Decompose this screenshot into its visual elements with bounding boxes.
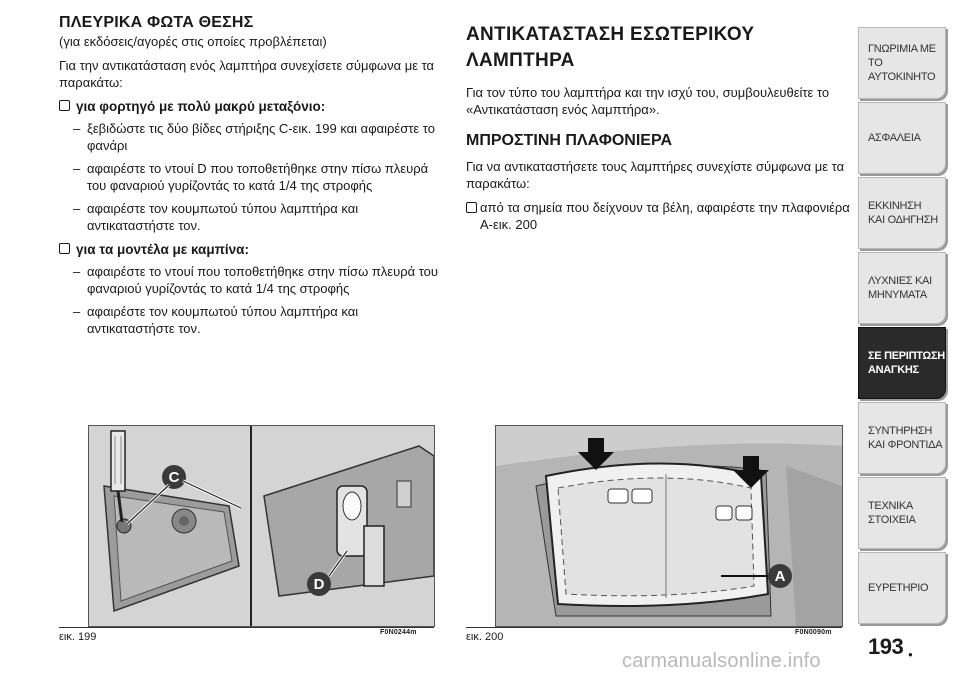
intro-text: Για την αντικατάσταση ενός λαμπτήρα συνεχίσετε σύμφωνα με τα παρακάτω: bbox=[59, 58, 435, 90]
left-column bbox=[59, 14, 439, 343]
figure-199 bbox=[88, 425, 435, 627]
down-arrow-icon bbox=[733, 456, 769, 488]
tab-emergency[interactable]: ΣΕ ΠΕΡΙΠΤΩΣΗ ΑΝΑΓΚΗΣ bbox=[858, 327, 946, 399]
caption-rule bbox=[466, 627, 842, 628]
checkbox-bullet-icon bbox=[466, 202, 477, 213]
section-subheading: (για εκδόσεις/αγορές στις οποίες προβλέπεται) bbox=[59, 34, 327, 49]
figure-caption-200: εικ. 200 bbox=[466, 631, 504, 643]
chapter-tabs bbox=[858, 27, 946, 627]
callout-lines bbox=[89, 426, 434, 626]
figure-200 bbox=[495, 425, 843, 627]
down-arrow-icon bbox=[578, 438, 614, 470]
watermark-text: carmanualsonline.info bbox=[622, 650, 821, 672]
subheading-front-ceiling-light: ΜΠΡΟΣΤΙΝΗ ΠΛΑΦΟΝΙΕΡΑ bbox=[466, 132, 673, 149]
checkbox-bullet-icon bbox=[59, 243, 70, 254]
step-item: – αφαιρέστε το ντουί που τοποθετήθηκε στην πίσω πλευρά του φαναριού γυρίζοντάς το κατά 1/4 της στροφής bbox=[73, 264, 439, 296]
figure-caption-199: εικ. 199 bbox=[59, 631, 97, 643]
label-d-badge: D bbox=[307, 572, 331, 596]
step-item: – ξεβιδώστε τις δύο βίδες στήριξης C-εικ. 199 και αφαιρέστε το φανάρι bbox=[73, 121, 435, 153]
caption-rule bbox=[59, 627, 434, 628]
tab-maintenance[interactable]: ΣΥΝΤΗΡΗΣΗ ΚΑΙ ΦΡΟΝΤΙΔΑ bbox=[858, 402, 946, 474]
label-a-badge: A bbox=[768, 564, 792, 588]
instructions-text: Για να αντικαταστήσετε τους λαμπτήρες συνεχίστε σύμφωνα με τα παρακάτω: bbox=[466, 159, 845, 191]
arrow-indicators bbox=[496, 426, 842, 626]
tab-technical-data[interactable]: ΤΕΧΝΙΚΑ ΣΤΟΙΧΕΙΑ bbox=[858, 477, 946, 549]
tab-starting-driving[interactable]: ΕΚΚΙΝΗΣΗ ΚΑΙ ΟΔΗΓΗΣΗ bbox=[858, 177, 946, 249]
tab-getting-to-know[interactable]: ΓΝΩΡΙΜΙΑ ΜΕ ΤΟ ΑΥΤΟΚΙΝΗΤΟ bbox=[858, 27, 946, 99]
step-item: – αφαιρέστε το ντουί D που τοποθετήθηκε στην πίσω πλευρά του φαναριού γυρίζοντάς το κατά 1/4 της στροφής bbox=[73, 161, 429, 193]
tab-safety[interactable]: ΑΣΦΑΛΕΙΑ bbox=[858, 102, 946, 174]
section-heading-side-lights: ΠΛΕΥΡΙΚΑ ΦΩΤΑ ΘΕΣΗΣ bbox=[59, 14, 254, 31]
label-c-badge: C bbox=[162, 465, 186, 489]
section-heading-interior-bulb: ΑΝΤΙΚΑΤΑΣΤΑΣΗ ΕΣΩΤΕΡΙΚΟΥ ΛΑΜΠΤΗΡΑ bbox=[466, 24, 755, 71]
intro-text-right: Για τον τύπο του λαμπτήρα και την ισχύ του, συμβουλευθείτε το «Αντικατάσταση ενός λαμπτήρα». bbox=[466, 85, 830, 117]
figure-code-200: F0N0090m bbox=[795, 629, 832, 636]
figure-code-199: F0N0244m bbox=[380, 629, 417, 636]
right-column bbox=[466, 22, 851, 233]
step-item: – αφαιρέστε τον κουμπωτού τύπου λαμπτήρα και αντικαταστήστε τον. bbox=[73, 304, 359, 336]
tab-warning-lights[interactable]: ΛΥΧΝΙΕΣ ΚΑΙ ΜΗΝΥΜΑΤΑ bbox=[858, 252, 946, 324]
bullet-remove-ceiling-light: από τα σημεία που δείχνουν τα βέλη, αφαιρέστε την πλαφονιέρα A-εικ. 200 bbox=[466, 199, 851, 233]
page-number: 193 bbox=[868, 634, 904, 659]
step-item: – αφαιρέστε τον κουμπωτού τύπου λαμπτήρα και αντικαταστήστε τον. bbox=[73, 201, 359, 233]
tab-index[interactable]: ΕΥΡΕΤΗΡΙΟ bbox=[858, 552, 946, 624]
checkbox-bullet-icon bbox=[59, 100, 70, 111]
bullet-long-wheelbase: για φορτηγό με πολύ μακρύ μεταξόνιο: bbox=[59, 99, 439, 114]
bullet-cab-models: για τα μοντέλα με καμπίνα: bbox=[59, 242, 439, 257]
